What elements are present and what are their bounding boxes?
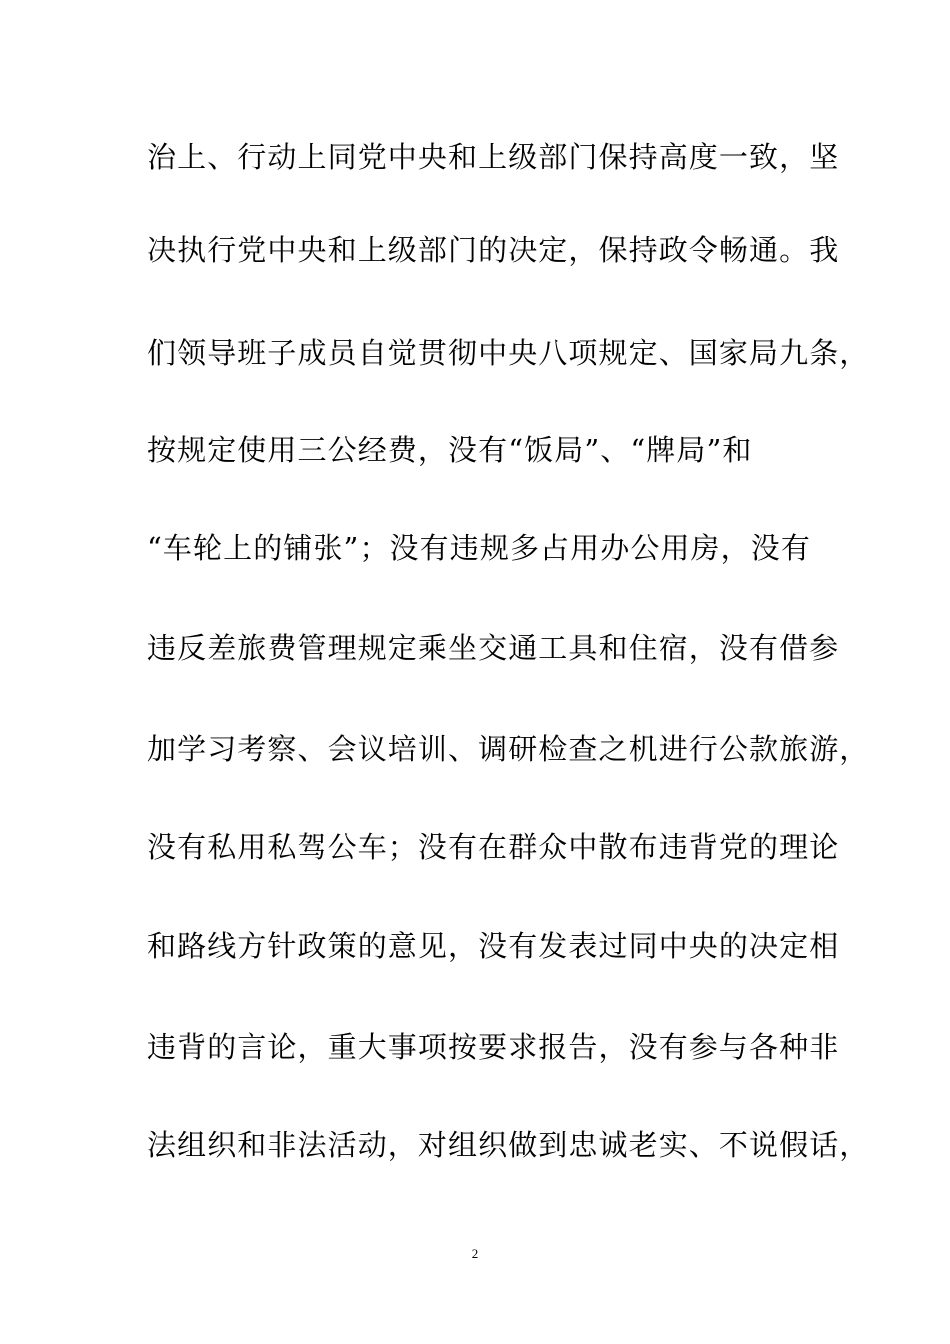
page-number: 2 [471,1246,479,1261]
body-text-line-8: 没有私用私驾公车；没有在群众中散布违背党的理论 [147,830,840,864]
body-text-line-3: 们领导班子成员自觉贯彻中央八项规定、国家局九条， [147,336,870,370]
body-text-line-11: 法组织和非法活动，对组织做到忠诚老实、不说假话， [147,1128,870,1162]
body-text-line-4: 按规定使用三公经费，没有“饭局”、“牌局”和 [147,433,753,467]
body-text-line-6: 违反差旅费管理规定乘坐交通工具和住宿，没有借参 [147,631,840,665]
body-text-line-5: “车轮上的铺张”；没有违规多占用办公用房，没有 [147,531,811,565]
body-text-line-1: 治上、行动上同党中央和上级部门保持高度一致，坚 [147,140,840,174]
body-text-line-2: 决执行党中央和上级部门的决定，保持政令畅通。我 [147,233,840,267]
body-text-line-9: 和路线方针政策的意见，没有发表过同中央的决定相 [147,929,840,963]
body-text-line-10: 违背的言论，重大事项按要求报告，没有参与各种非 [147,1030,840,1064]
body-text-line-7: 加学习考察、会议培训、调研检查之机进行公款旅游， [147,732,870,766]
